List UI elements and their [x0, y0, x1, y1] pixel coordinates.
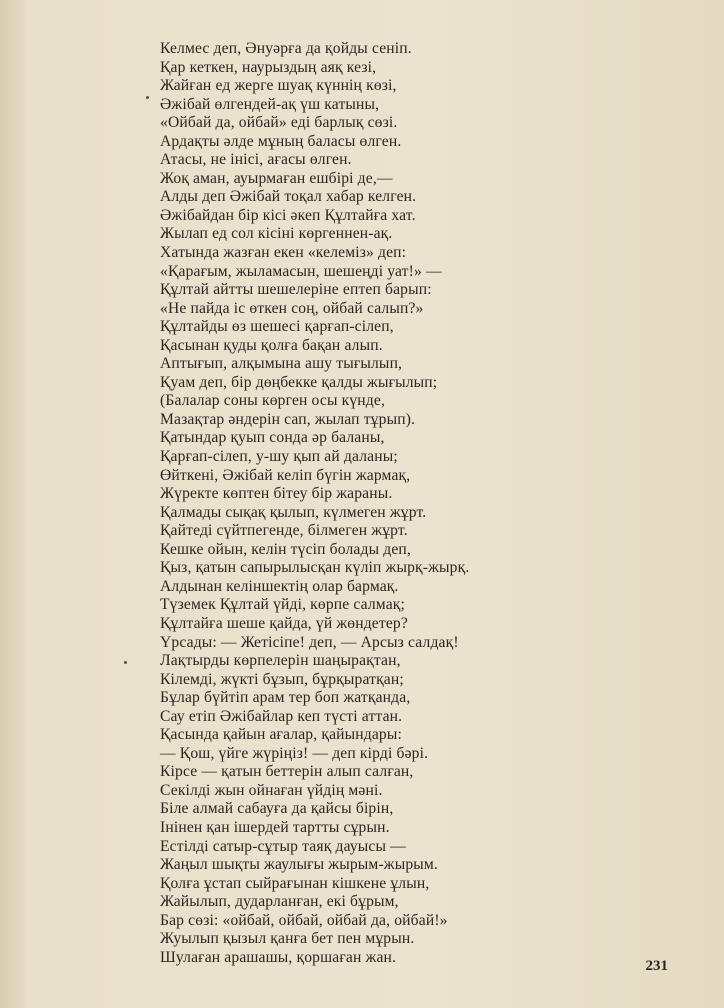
poem-line: Қуам деп, бір дөңбекке қалды жығылып;	[160, 373, 438, 391]
page-number: 231	[645, 958, 668, 974]
poem-line: Қасында қайын ағалар, қайындары:	[160, 726, 402, 744]
poem-line: «Не пайда іс өткен соң, ойбай салып?»	[160, 299, 424, 317]
poem-line: Бұлар бүйтіп арам тер боп жатқанда,	[160, 689, 411, 707]
poem-line: Жүректе көптен бітеу бір жараны.	[160, 485, 393, 503]
poem-line: Түземек Құлтай үйді, көрпе салмақ;	[160, 596, 405, 614]
poem-line: (Балалар соны көрген осы күнде,	[160, 392, 386, 410]
poem-line: Қар кеткен, наурыздың аяқ кезі,	[160, 58, 377, 76]
poem-line: — Қош, үйге жүріңіз! — деп кірді бәрі.	[160, 744, 429, 762]
poem-line: Кілемді, жүкті бұзып, бұрқыратқан;	[160, 670, 404, 688]
poem-line: Секілді жын ойнаған үйдің мәні.	[160, 781, 383, 799]
print-speck	[124, 661, 127, 664]
poem-line: Інінен қан ішердей тартты сұрын.	[160, 818, 390, 836]
poem-line: Алдынан келіншектің олар бармақ.	[160, 577, 399, 595]
poem-line: Ардақты әлде мұның баласы өлген.	[160, 132, 402, 150]
poem-line: «Ойбай да, ойбай» еді барлық сөзі.	[160, 114, 398, 132]
poem-line: Қалмады сықақ қылып, күлмеген жұрт.	[160, 503, 427, 521]
poem-line: Жуылып қызыл қанға бет пен мұрын.	[160, 930, 415, 948]
poem-line: Қасынан қуды қолға бақан алып.	[160, 336, 383, 354]
poem-line: Үрсады: — Жетісіпе! деп, — Арсыз салдақ!	[160, 633, 459, 651]
poem-line: Сау етіп Әжібайлар кеп түсті аттан.	[160, 707, 403, 725]
poem-line: Қатындар қуып сонда әр баланы,	[160, 429, 385, 447]
print-speck	[146, 96, 149, 99]
poem-line: Естілді сатыр-сұтыр таяқ дауысы —	[160, 837, 406, 855]
poem-line: Құлтайды өз шешесі қарғап-сілеп,	[160, 318, 394, 336]
poem-line: Біле алмай сабауға да қайсы бірін,	[160, 800, 394, 818]
poem-line: Кешке ойын, келін түсіп болады деп,	[160, 540, 411, 558]
poem-line: Әжібай өлгендей-ақ үш катыны,	[160, 95, 380, 113]
poem-line: Мазақтар әндерін сап, жылап тұрып).	[160, 410, 416, 428]
poem-line: Қайтеді сүйтпегенде, білмеген жұрт.	[160, 522, 408, 540]
poem-line: Лақтырды көрпелерін шаңырақтан,	[160, 652, 401, 670]
poem-line: Бар сөзі: «ойбай, ойбай, ойбай да, ойбай!»	[160, 911, 448, 929]
poem-line: Шулаған арашашы, қоршаған жан.	[160, 948, 397, 966]
poem-line: Қарғап-сілеп, у-шу қып ай даланы;	[160, 448, 398, 466]
poem-line: Жылап ед сол кісіні көргеннен-ақ.	[160, 225, 393, 243]
poem-line: «Қарағым, жыламасын, шешеңді уат!» —	[160, 262, 442, 280]
poem-line: Әжібайдан бір кісі әкеп Құлтайға хат.	[160, 206, 416, 224]
poem-line: Құлтай айтты шешелеріне ептеп барып:	[160, 281, 432, 299]
poem-line: Жайылып, дударланған, екі бұрым,	[160, 893, 399, 911]
poem-line: Қолға ұстап сыйрағынан кішкене ұлын,	[160, 874, 430, 892]
poem-line: Алды деп Әжібай тоқал хабар келген.	[160, 188, 417, 206]
poem-line: Қыз, қатын сапырылысқан күліп жырқ-жырқ.	[160, 559, 470, 577]
poem-line: Құлтайға шеше қайда, үй жөндетер?	[160, 614, 408, 632]
poem-text	[160, 40, 600, 967]
poem-line: Жаңыл шықты жаулығы жырым-жырым.	[160, 856, 438, 874]
poem-line: Хатында жазған екен «келеміз» деп:	[160, 244, 407, 262]
poem-line: Жайған ед жерге шуақ күннің көзі,	[160, 77, 397, 95]
poem-line: Кірсе — қатын беттерін алып салған,	[160, 763, 414, 781]
poem-line: Жоқ аман, ауырмаған ешбірі де,—	[160, 169, 393, 187]
poem-line: Атасы, не інісі, ағасы өлген.	[160, 151, 352, 169]
poem-line: Аптығып, алқымына ашу тығылып,	[160, 355, 403, 373]
poem-line: Келмес деп, Әнуәрға да қойды сеніп.	[160, 40, 412, 57]
poem-line: Өйткені, Әжібай келіп бүгін жармақ,	[160, 466, 411, 484]
